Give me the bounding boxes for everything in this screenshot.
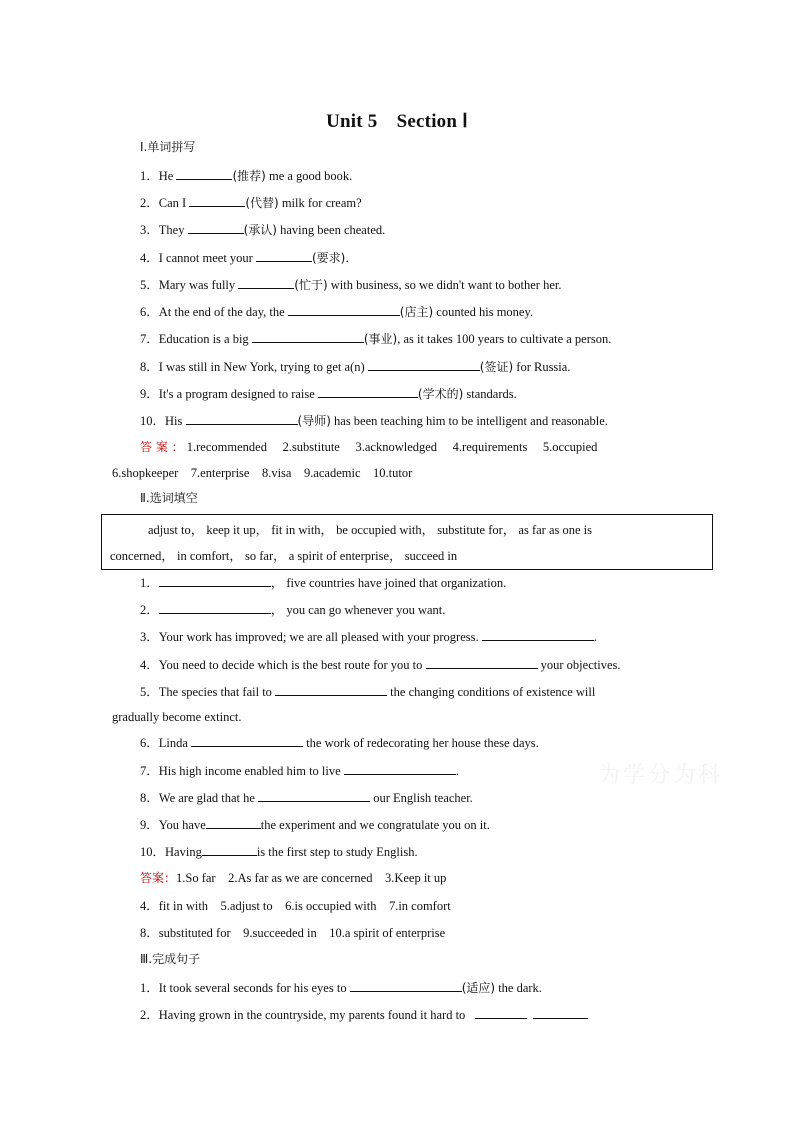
answer-blank[interactable] [159,601,271,614]
sec2-item-7: 7．His high income enabled him to live . [140,764,459,778]
answer-blank[interactable] [318,385,418,398]
sec2-answers-line-3: 8．substituted for 9.succeeded in 10.a spirit of enterprise [140,926,446,940]
answer-blank[interactable] [186,412,298,425]
answer-blank[interactable] [256,249,312,262]
sec1-item-1: 1．He (推荐) me a good book. [140,169,353,183]
sec2-item-5: 5．The species that fail to the changing conditions of existence will [140,685,596,699]
sec3-item-2: 2．Having grown in the countryside, my parents found it hard to [140,1006,588,1023]
page-title: Unit 5 Section Ⅰ [326,111,468,132]
answer-blank[interactable] [533,1006,588,1019]
sec1-item-7: 7．Education is a big (事业), as it takes 100 years to cultivate a person. [140,332,612,346]
answer-blank[interactable] [350,979,462,992]
section-1-heading: Ⅰ.单词拼写 [140,140,196,154]
section-3-heading: Ⅲ.完成句子 [140,952,201,966]
answer-blank[interactable] [202,843,257,856]
sec2-item-8: 8．We are glad that he our English teacher. [140,791,473,805]
sec3-item-1: 1．It took several seconds for his eyes to (适应) the dark. [140,981,542,995]
answer-blank[interactable] [188,221,244,234]
word-bank-line-1: adjust to， keep it up， fit in with， be occupied with， substitute for， as far as one is [148,523,593,537]
sec2-item-5-cont: gradually become extinct. [112,710,242,724]
sec1-item-4: 4．I cannot meet your (要求)． [140,251,358,265]
answer-blank[interactable] [482,628,594,641]
sec2-item-10: 10．Having is the first step to study English. [140,845,418,859]
watermark-text: 为学分为科 [598,763,724,788]
answer-blank[interactable] [159,574,271,587]
sec2-item-2: 2． ， you can go whenever you want. [140,603,446,617]
word-bank-line-2: concerned， in comfort， so far， a spirit of enterprise， succeed in [110,549,458,563]
answer-label: 答 案 ： [140,440,184,454]
answer-blank[interactable] [252,330,364,343]
answer-blank[interactable] [275,683,387,696]
sec1-item-5: 5．Mary was fully (忙于) with business, so we didn't want to bother her. [140,278,562,292]
sec1-item-8: 8．I was still in New York, trying to get a(n) (签证) for Russia. [140,360,571,374]
sec2-item-6: 6．Linda the work of redecorating her house these days. [140,736,539,750]
sec1-item-3: 3．They (承认) having been cheated. [140,223,386,237]
word-bank-box [101,514,713,570]
sec1-item-6: 6．At the end of the day, the (店主) counted his money. [140,305,534,319]
sec2-answers: 答案：1.So far 2.As far as we are concerned 3.Keep it up [140,871,447,885]
answer-blank[interactable] [206,816,261,829]
sec1-item-9: 9．It's a program designed to raise (学术的) standards. [140,387,517,401]
sec1-item-2: 2．Can I (代替) milk for cream? [140,196,362,210]
sec1-answers: 答 案 ： 1.recommended 2.substitute 3.acknowledged 4.requirements 5.occupied [140,440,598,454]
answer-blank[interactable] [426,656,538,669]
sec1-answers-cont: 6.shopkeeper 7.enterprise 8.visa 9.academic 10.tutor [112,466,413,480]
answer-blank[interactable] [176,167,232,180]
sec2-item-1: 1． ， five countries have joined that organization. [140,576,507,590]
sec2-answers-line-2: 4．fit in with 5.adjust to 6.is occupied with 7.in comfort [140,899,451,913]
section-2-heading: Ⅱ.选词填空 [140,491,198,505]
answer-blank[interactable] [191,734,303,747]
answer-blank[interactable] [238,276,294,289]
sec2-item-4: 4．You need to decide which is the best route for you to your objectives. [140,658,621,672]
answer-blank[interactable] [368,358,480,371]
sec1-item-10: 10．His (导师) has been teaching him to be intelligent and reasonable. [140,414,608,428]
answer-blank[interactable] [288,303,400,316]
sec2-item-3: 3．Your work has improved; we are all pleased with your progress. . [140,630,597,644]
answer-blank[interactable] [258,789,370,802]
answer-blank[interactable] [475,1006,527,1019]
answer-label: 答案： [140,871,177,885]
answer-blank[interactable] [189,194,245,207]
sec2-item-9: 9．You have the experiment and we congratulate you on it. [140,818,490,832]
answer-blank[interactable] [344,762,456,775]
